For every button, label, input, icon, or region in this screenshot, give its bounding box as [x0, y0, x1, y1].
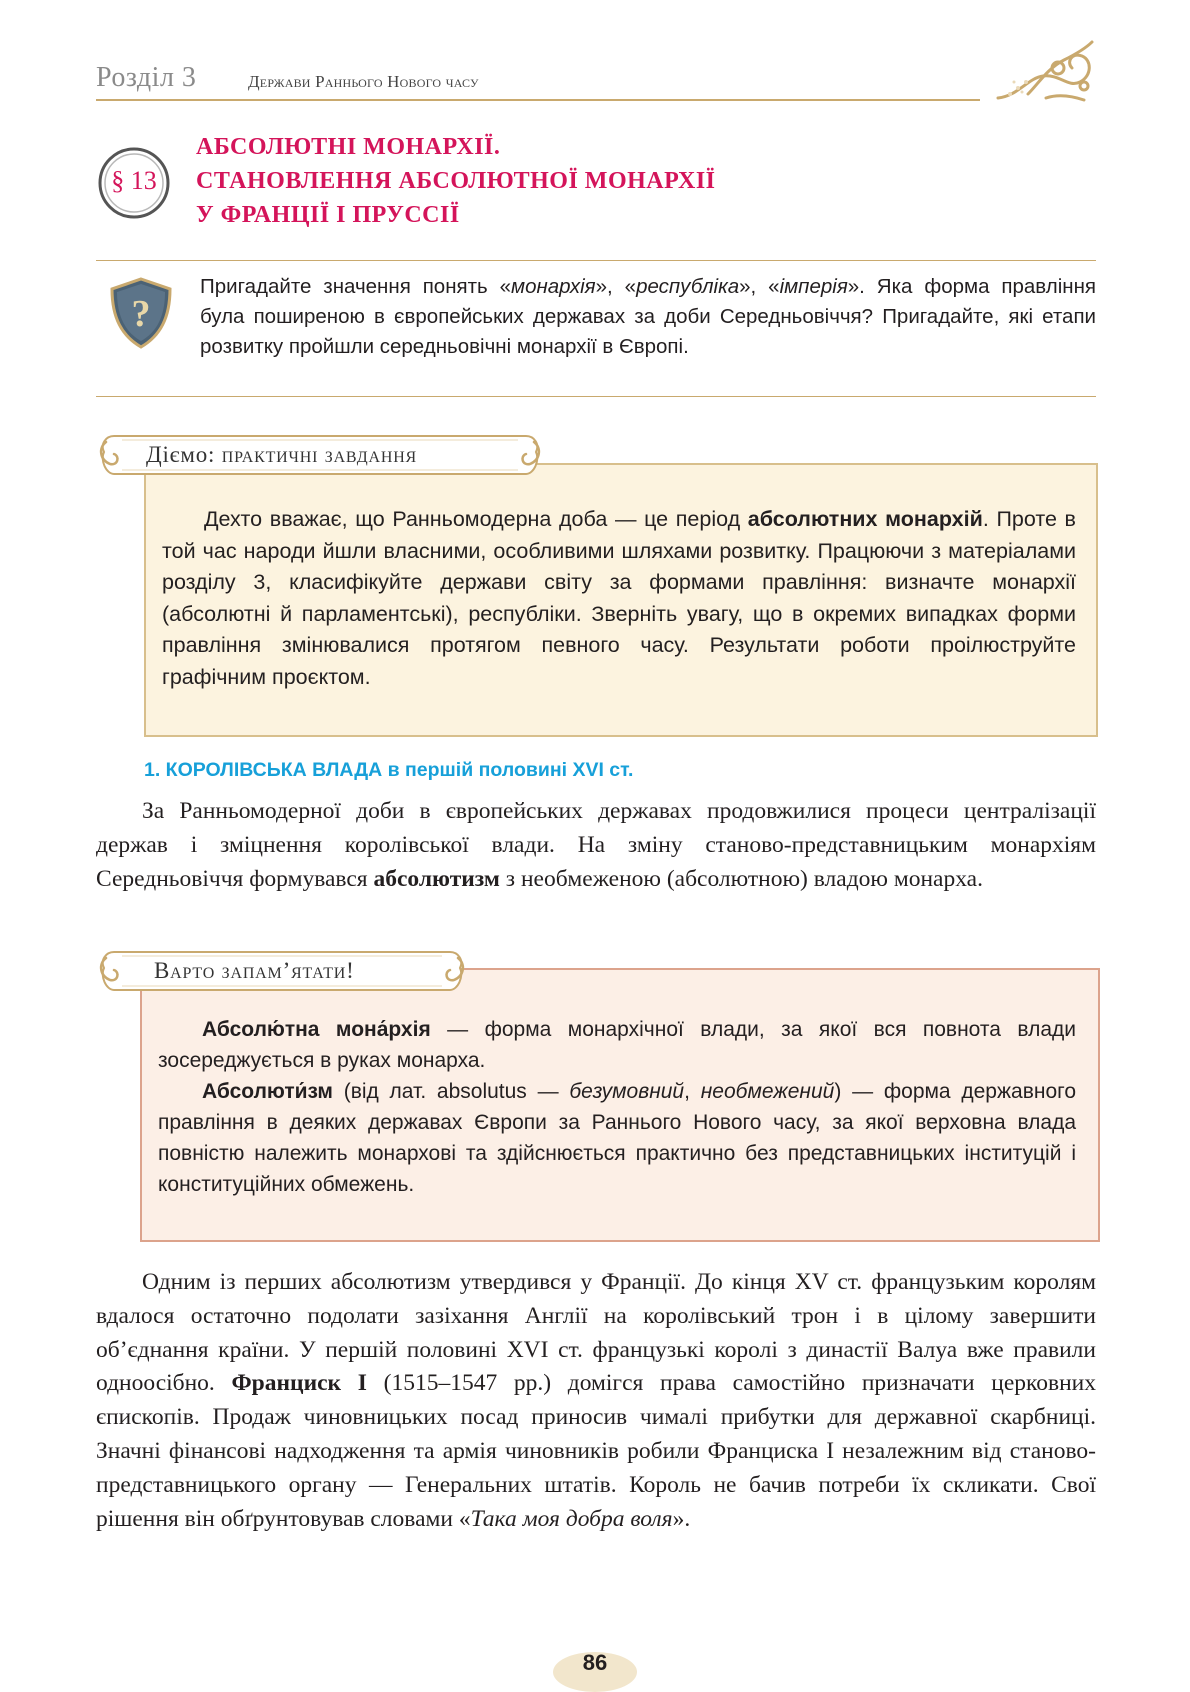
- definition-absolute-monarchy: Абсолю́тна мона́рхія — форма монархічної влади, за якої вся повнота влади зосереджується в руках монарха.: [158, 1018, 1076, 1072]
- section-title-line: У ФРАНЦІЇ І ПРУССІЇ: [196, 202, 460, 228]
- remember-box-text: [158, 1014, 1076, 1200]
- section-title-line: СТАНОВЛЕННЯ АБСОЛЮТНОЇ МОНАРХІЇ: [196, 168, 716, 194]
- subsection-heading: 1. КОРОЛІВСЬКА ВЛАДА в першій половині XVI ст.: [144, 759, 634, 781]
- paragraph: За Ранньомодерної доби в європейських державах продовжилися процеси централізації держав і зміцнення королівської влади. На зміну станово-представницьким монархіям Середньовіччя формувався абсолютизм з необмеженою (абсолютною) владою монарха.: [96, 798, 1096, 892]
- svg-text:?: ?: [131, 293, 151, 335]
- definition-absolutism: Абсолюти́зм (від лат. absolutus — безумовний, необмежений) — форма державного правління в деяких державах Європи за Раннього Нового часу, за якої верховна влада повністю належить монархові та здійснюється практично без представницьких інституцій і конституційних обмежень.: [158, 1080, 1077, 1196]
- practice-box-text: Дехто вважає, що Ранньомодерна доба — це період абсолютних монархій. Проте в той час народи йшли власними, особливими шляхами розвитку. Працюючи з матеріалами розділу 3, класифікуйте держави світу за формами правління: визначте монархії (абсолютні й парламентські), республіки. Зверніть увагу, що в окремих випадках форми правління змінювалися протягом певного часу. Результати роботи проілюструйте графічним проєктом.: [162, 507, 1076, 689]
- header-ornament-icon: [988, 38, 1100, 110]
- question-text: Пригадайте значення понять «монархія», «республіка», «імперія». Яка форма правління була поширеною в європейських державах за доби Середньовіччя? Пригадайте, які етапи розвитку пройшли середньовічні монархії в Європі.: [200, 275, 1096, 358]
- header-rule: [96, 99, 980, 101]
- question-bottom-rule: [96, 396, 1096, 397]
- section-title: [196, 130, 716, 232]
- section-number: § 13: [111, 166, 157, 195]
- practice-box-label: Діємо: практичні завдання: [146, 442, 418, 467]
- chapter-label: Розділ 3: [96, 62, 197, 93]
- chapter-title: Держави Раннього Нового часу: [248, 72, 479, 91]
- paragraph: Одним із перших абсолютизм утвердився у Франції. До кінця XV ст. французьким королям вдалося остаточно подолати зазіхання Англії на королівський трон і в цілому завершити об’єднання країни. У першій половині XVI ст. французькі королі з династії Валуа вже правили одноосібно. Франциск І (1515–1547 рр.) домігся права самостійно призначати церковних єпископів. Продаж чиновницьких посад приносив чималі прибутки для державної скарбниці. Значні фінансові надходження та армія чиновників робили Франциска І незалежним від станово-представницького органу — Генеральних штатів. Король не бачив потреби їх скликати. Свої рішення він обґрунтовував словами «Така моя добра воля».: [96, 1269, 1096, 1532]
- remember-box-label: Варто запам’ятати!: [154, 958, 355, 983]
- page-number: 86: [582, 1650, 608, 1675]
- question-shield-icon: [106, 276, 176, 350]
- page-header: [96, 60, 1096, 100]
- question-top-rule: [96, 260, 1096, 261]
- section-title-line: АБСОЛЮТНІ МОНАРХІЇ.: [196, 134, 501, 160]
